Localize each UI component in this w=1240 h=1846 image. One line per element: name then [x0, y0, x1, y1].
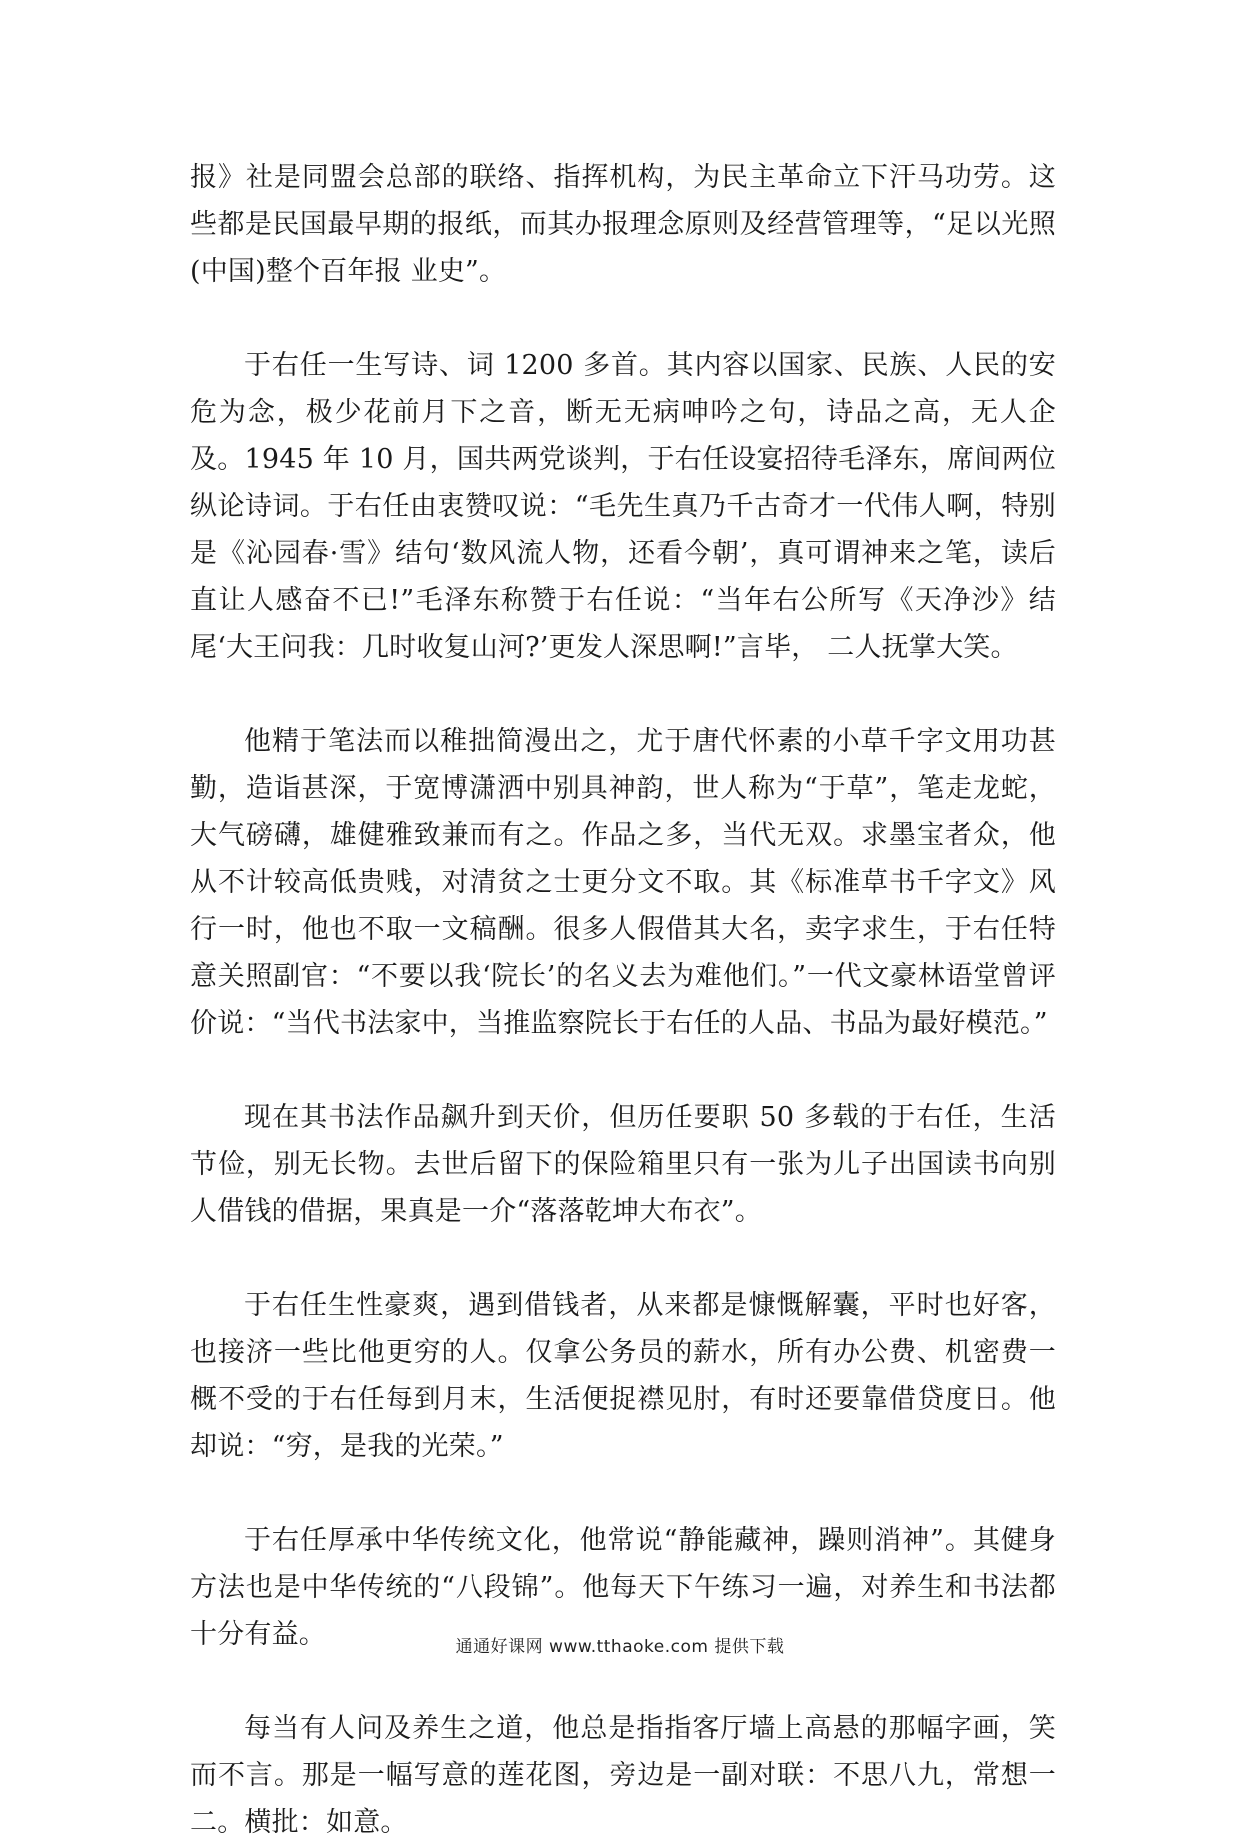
paragraph-generosity: 于右任生性豪爽，遇到借钱者，从来都是慷慨解囊，平时也好客，也接济一些比他更穷的人。仅拿公务员的薪水，所有办公费、机密费一概不受的于右任每到月末，生活便捉襟见肘，有时还要靠借贷度日。他却说：“穷，是我的光荣。”	[190, 1290, 1056, 1462]
paragraph-culture: 于右任厚承中华传统文化，他常说“静能藏神，躁则消神”。其健身方法也是中华传统的“八段锦”。他每天下午练习一遍，对养生和书法都十分有益。	[190, 1525, 1056, 1650]
document-body	[190, 154, 1056, 1846]
footer-download-notice: 通通好课网 www.tthaoke.com 提供下载	[455, 1637, 785, 1657]
paragraph-newspaper-history: 报》社是同盟会总部的联络、指挥机构，为民主革命立下汗马功劳。这些都是民国最早期的报纸，而其办报理念原则及经营管理等，“足以光照(中国)整个百年报 业史”。	[190, 162, 1056, 287]
paragraph-calligraphy: 他精于笔法而以稚拙简漫出之，尤于唐代怀素的小草千字文用功甚勤，造诣甚深，于宽博潇洒中别具神韵，世人称为“于草”，笔走龙蛇，大气磅礴，雄健雅致兼而有之。作品之多，当代无双。求墨宝者众，他从不计较高低贵贱，对清贫之士更分文不取。其《标准草书千字文》风行一时，他也不取一文稿酬。很多人假借其大名，卖字求生，于右任特意关照副官：“不要以我‘院长’的名义去为难他们。”一代文豪林语堂曾评价说：“当代书法家中，当推监察院长于右任的人品、书品为最好模范。”	[190, 726, 1056, 1039]
paragraph-health-secret: 每当有人问及养生之道，他总是指指客厅墙上高悬的那幅字画，笑而不言。那是一幅写意的莲花图，旁边是一副对联：不思八九，常想一二。横批：如意。	[190, 1713, 1056, 1838]
paragraph-frugality: 现在其书法作品飙升到天价，但历任要职 50 多载的于右任，生活节俭，别无长物。去世后留下的保险箱里只有一张为儿子出国读书向别人借钱的借据，果真是一介“落落乾坤大布衣”。	[190, 1102, 1056, 1227]
paragraph-poetry: 于右任一生写诗、词 1200 多首。其内容以国家、民族、人民的安危为念，极少花前月下之音，断无无病呻吟之句，诗品之高，无人企及。1945 年 10 月，国共两党谈判，于右任设宴招待毛泽东，席间两位纵论诗词。于右任由衷赞叹说：“毛先生真乃千古奇才一代伟人啊，特别是《沁园春·雪》结句‘数风流人物，还看今朝’，真可谓神来之笔，读后直让人感奋不已!”毛泽东称赞于右任说：“当年右公所写《天净沙》结尾‘大王问我：几时收复山河?’更发人深思啊!”言毕， 二人抚掌大笑。	[190, 350, 1056, 663]
